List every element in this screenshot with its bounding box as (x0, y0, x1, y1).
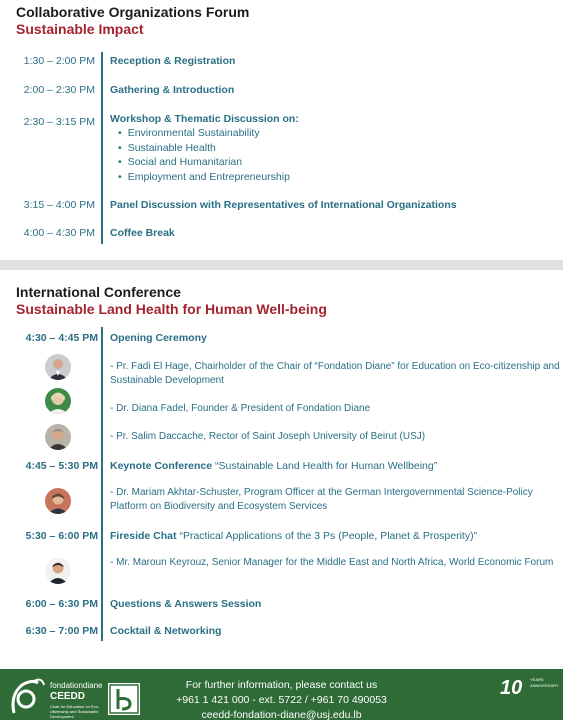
fireside-detail: “Practical Applications of the 3 Ps (People, Planet & Prosperity)” (176, 530, 478, 542)
speaker-photo-maroun-keyrouz (45, 558, 71, 584)
cocktail-item (110, 625, 221, 637)
forum-time-3: 2:30 – 3:15 PM (23, 116, 95, 128)
forum-item-4-label: Panel Discussion with Representatives of International Organizations (110, 199, 457, 211)
forum-item-5 (110, 227, 175, 239)
conference-timeline-line (101, 327, 103, 641)
opening-item (110, 332, 207, 344)
workshop-topic: • Employment and Entrepreneurship (118, 170, 290, 185)
opening-speaker-2: - Dr. Diana Fadel, Founder & President of Fondation Diane (110, 403, 371, 414)
qa-time: 6:00 – 6:30 PM (25, 598, 98, 610)
section-divider (0, 260, 563, 270)
fireside-label: Fireside Chat (110, 530, 177, 542)
keynote-time: 4:45 – 5:30 PM (25, 460, 98, 472)
speaker-photo-fadi-el-hage (45, 354, 71, 380)
forum-title: Collaborative Organizations Forum (16, 4, 250, 20)
footer-contact-line: For further information, please contact us (185, 679, 378, 691)
conference-subtitle: Sustainable Land Health for Human Well-being (16, 301, 327, 317)
cocktail-time: 6:30 – 7:00 PM (25, 625, 98, 637)
fireside-speaker: - Mr. Maroun Keyrouz, Senior Manager for the Middle East and North Africa, World Economic Forum (110, 557, 554, 568)
forum-item-3-label: Workshop & Thematic Discussion on: (110, 113, 299, 125)
keynote-detail: “Sustainable Land Health for Human Wellbeing” (212, 460, 438, 472)
qa-item (110, 598, 261, 610)
keynote-item (110, 460, 437, 472)
forum-item-3 (110, 113, 299, 125)
speaker-photo-mariam-akhtar-schuster (45, 488, 71, 514)
speaker-photo-salim-daccache (45, 424, 71, 450)
forum-item-1-label: Reception & Registration (110, 55, 236, 67)
opening-time: 4:30 – 4:45 PM (25, 332, 98, 344)
workshop-topic: • Social and Humanitarian (118, 155, 290, 170)
anniversary-number: 10 (500, 677, 523, 699)
forum-time-2: 2:00 – 2:30 PM (23, 84, 95, 96)
workshop-topic: • Sustainable Health (118, 141, 290, 156)
anniversary-text: YEARS ANNIVERSARY (530, 677, 559, 688)
cocktail-label: Cocktail & Networking (110, 625, 222, 637)
fireside-time: 5:30 – 6:00 PM (25, 530, 98, 542)
fondation-diane-wordmark: fondationdiane (50, 681, 103, 690)
ceedd-description: Chair for Education on Eco-citizenship and Sustainable Development (50, 704, 100, 719)
workshop-topic: • Environmental Sustainability (118, 126, 290, 141)
footer-phones: +961 1 421 000 - ext. 5722 / +961 70 490053 (176, 694, 387, 706)
qa-label: Questions & Answers Session (110, 598, 262, 610)
workshop-topics-list (118, 126, 290, 185)
conference-title: International Conference (16, 284, 181, 300)
forum-item-2-label: Gathering & Introduction (110, 84, 235, 96)
forum-item-5-label: Coffee Break (110, 227, 175, 239)
forum-time-1: 1:30 – 2:00 PM (23, 55, 95, 67)
keynote-label: Keynote Conference (110, 460, 213, 472)
speaker-photo-diana-fadel (45, 388, 71, 414)
opening-speaker-3: - Pr. Salim Daccache, Rector of Saint Joseph University of Beirut (USJ) (110, 431, 426, 442)
ceedd-wordmark: CEEDD (50, 691, 86, 702)
forum-time-4: 3:15 – 4:00 PM (23, 199, 95, 211)
forum-subtitle: Sustainable Impact (16, 21, 144, 37)
opening-speaker-1: - Pr. Fadi El Hage, Chairholder of the Chair of “Fondation Diane” for Education on Eco-citizenship and Sustainable Development (110, 361, 560, 386)
forum-item-4 (110, 199, 457, 211)
keynote-speaker: - Dr. Mariam Akhtar-Schuster, Program Officer at the German Intergovernmental Science-Policy Platform on Biodiversity and Ecosystem Services (110, 487, 533, 512)
footer-email[interactable]: ceedd-fondation-diane@usj.edu.lb (201, 709, 362, 720)
forum-timeline-line (101, 52, 103, 244)
forum-item-2 (110, 84, 234, 96)
opening-label: Opening Ceremony (110, 332, 207, 344)
footer (0, 669, 563, 720)
forum-time-5: 4:00 – 4:30 PM (23, 227, 95, 239)
forum-item-1 (110, 55, 235, 67)
fireside-item (110, 530, 477, 542)
